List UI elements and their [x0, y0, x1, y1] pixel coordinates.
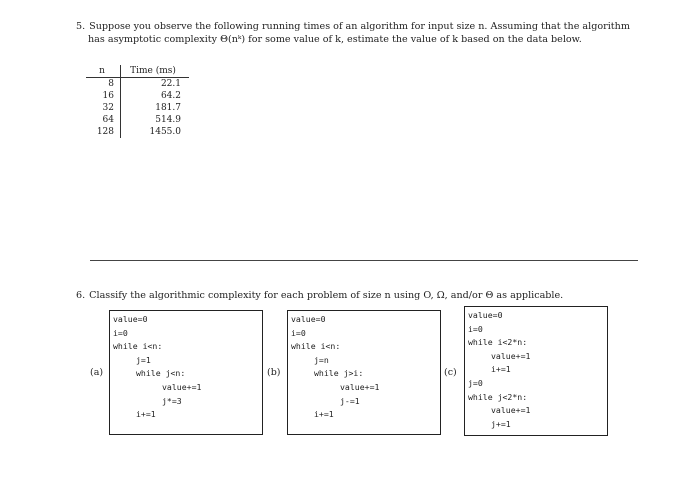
cell-n: 16 — [86, 90, 121, 102]
table-row — [86, 126, 189, 138]
code-line: value+=1 — [340, 381, 380, 392]
cell-time: 514.9 — [155, 115, 181, 125]
code-box-c — [464, 306, 608, 436]
table-row — [86, 90, 189, 102]
cell-n: 8 — [86, 78, 121, 91]
table-header-row — [86, 65, 189, 78]
question-6-number: 6. — [76, 290, 86, 301]
code-line: j+=1 — [491, 418, 511, 429]
table-row — [86, 114, 189, 126]
column-header-n: n — [86, 65, 121, 78]
cell-n: 32 — [86, 102, 121, 114]
code-line: i+=1 — [491, 364, 511, 375]
question-5-number: 5. — [76, 21, 86, 32]
cell-time: 1455.0 — [149, 127, 181, 137]
code-line: while j<2*n: — [468, 391, 528, 402]
code-line: while i<n: — [291, 341, 341, 352]
cell-time: 181.7 — [155, 103, 181, 113]
code-line: value=0 — [468, 310, 503, 320]
code-line: i=0 — [113, 327, 128, 338]
question-6 — [76, 289, 563, 302]
column-header-time: Time (ms) — [121, 65, 190, 78]
code-line: while j<n: — [136, 368, 186, 379]
part-b-label: (b) — [267, 367, 281, 378]
cell-time: 64.2 — [160, 91, 181, 101]
code-line: i+=1 — [136, 409, 156, 420]
cell-n: 64 — [86, 114, 121, 126]
part-c-label: (c) — [444, 367, 457, 378]
cell-n: 128 — [86, 126, 121, 138]
question-5-line-2: has asymptotic complexity Θ(nᵏ) for some value of k, estimate the value of k based on the data below. — [88, 34, 582, 45]
code-line: i=0 — [468, 323, 483, 334]
code-line: j*=3 — [162, 395, 182, 406]
code-line: value=0 — [113, 314, 148, 324]
code-box-b — [287, 310, 441, 435]
question-5 — [76, 20, 636, 46]
code-line: while i<n: — [113, 341, 163, 352]
code-line: j=1 — [136, 354, 151, 365]
code-line: i=0 — [291, 327, 306, 338]
question-6-text: Classify the algorithmic complexity for each problem of size n using O, Ω, and/or Θ as applicable. — [89, 290, 564, 301]
section-divider — [90, 260, 638, 261]
code-line: j=n — [314, 354, 329, 365]
code-line: i+=1 — [314, 409, 334, 420]
code-box-a — [109, 310, 263, 435]
code-line: value+=1 — [491, 405, 531, 416]
code-line: value+=1 — [162, 381, 202, 392]
code-line: j=0 — [468, 377, 483, 388]
code-line: while i<2*n: — [468, 337, 528, 348]
runtime-table — [86, 65, 189, 138]
code-line: value+=1 — [491, 350, 531, 361]
table-row — [86, 78, 189, 91]
code-line: j-=1 — [340, 395, 360, 406]
code-line: value=0 — [291, 314, 326, 324]
question-5-line-1: 5. Suppose you observe the following running times of an algorithm for input size n. Assuming that the algorithm — [76, 21, 630, 32]
code-line: while j>i: — [314, 368, 364, 379]
part-a-label: (a) — [90, 367, 104, 378]
cell-time: 22.1 — [160, 79, 181, 89]
table-row — [86, 102, 189, 114]
